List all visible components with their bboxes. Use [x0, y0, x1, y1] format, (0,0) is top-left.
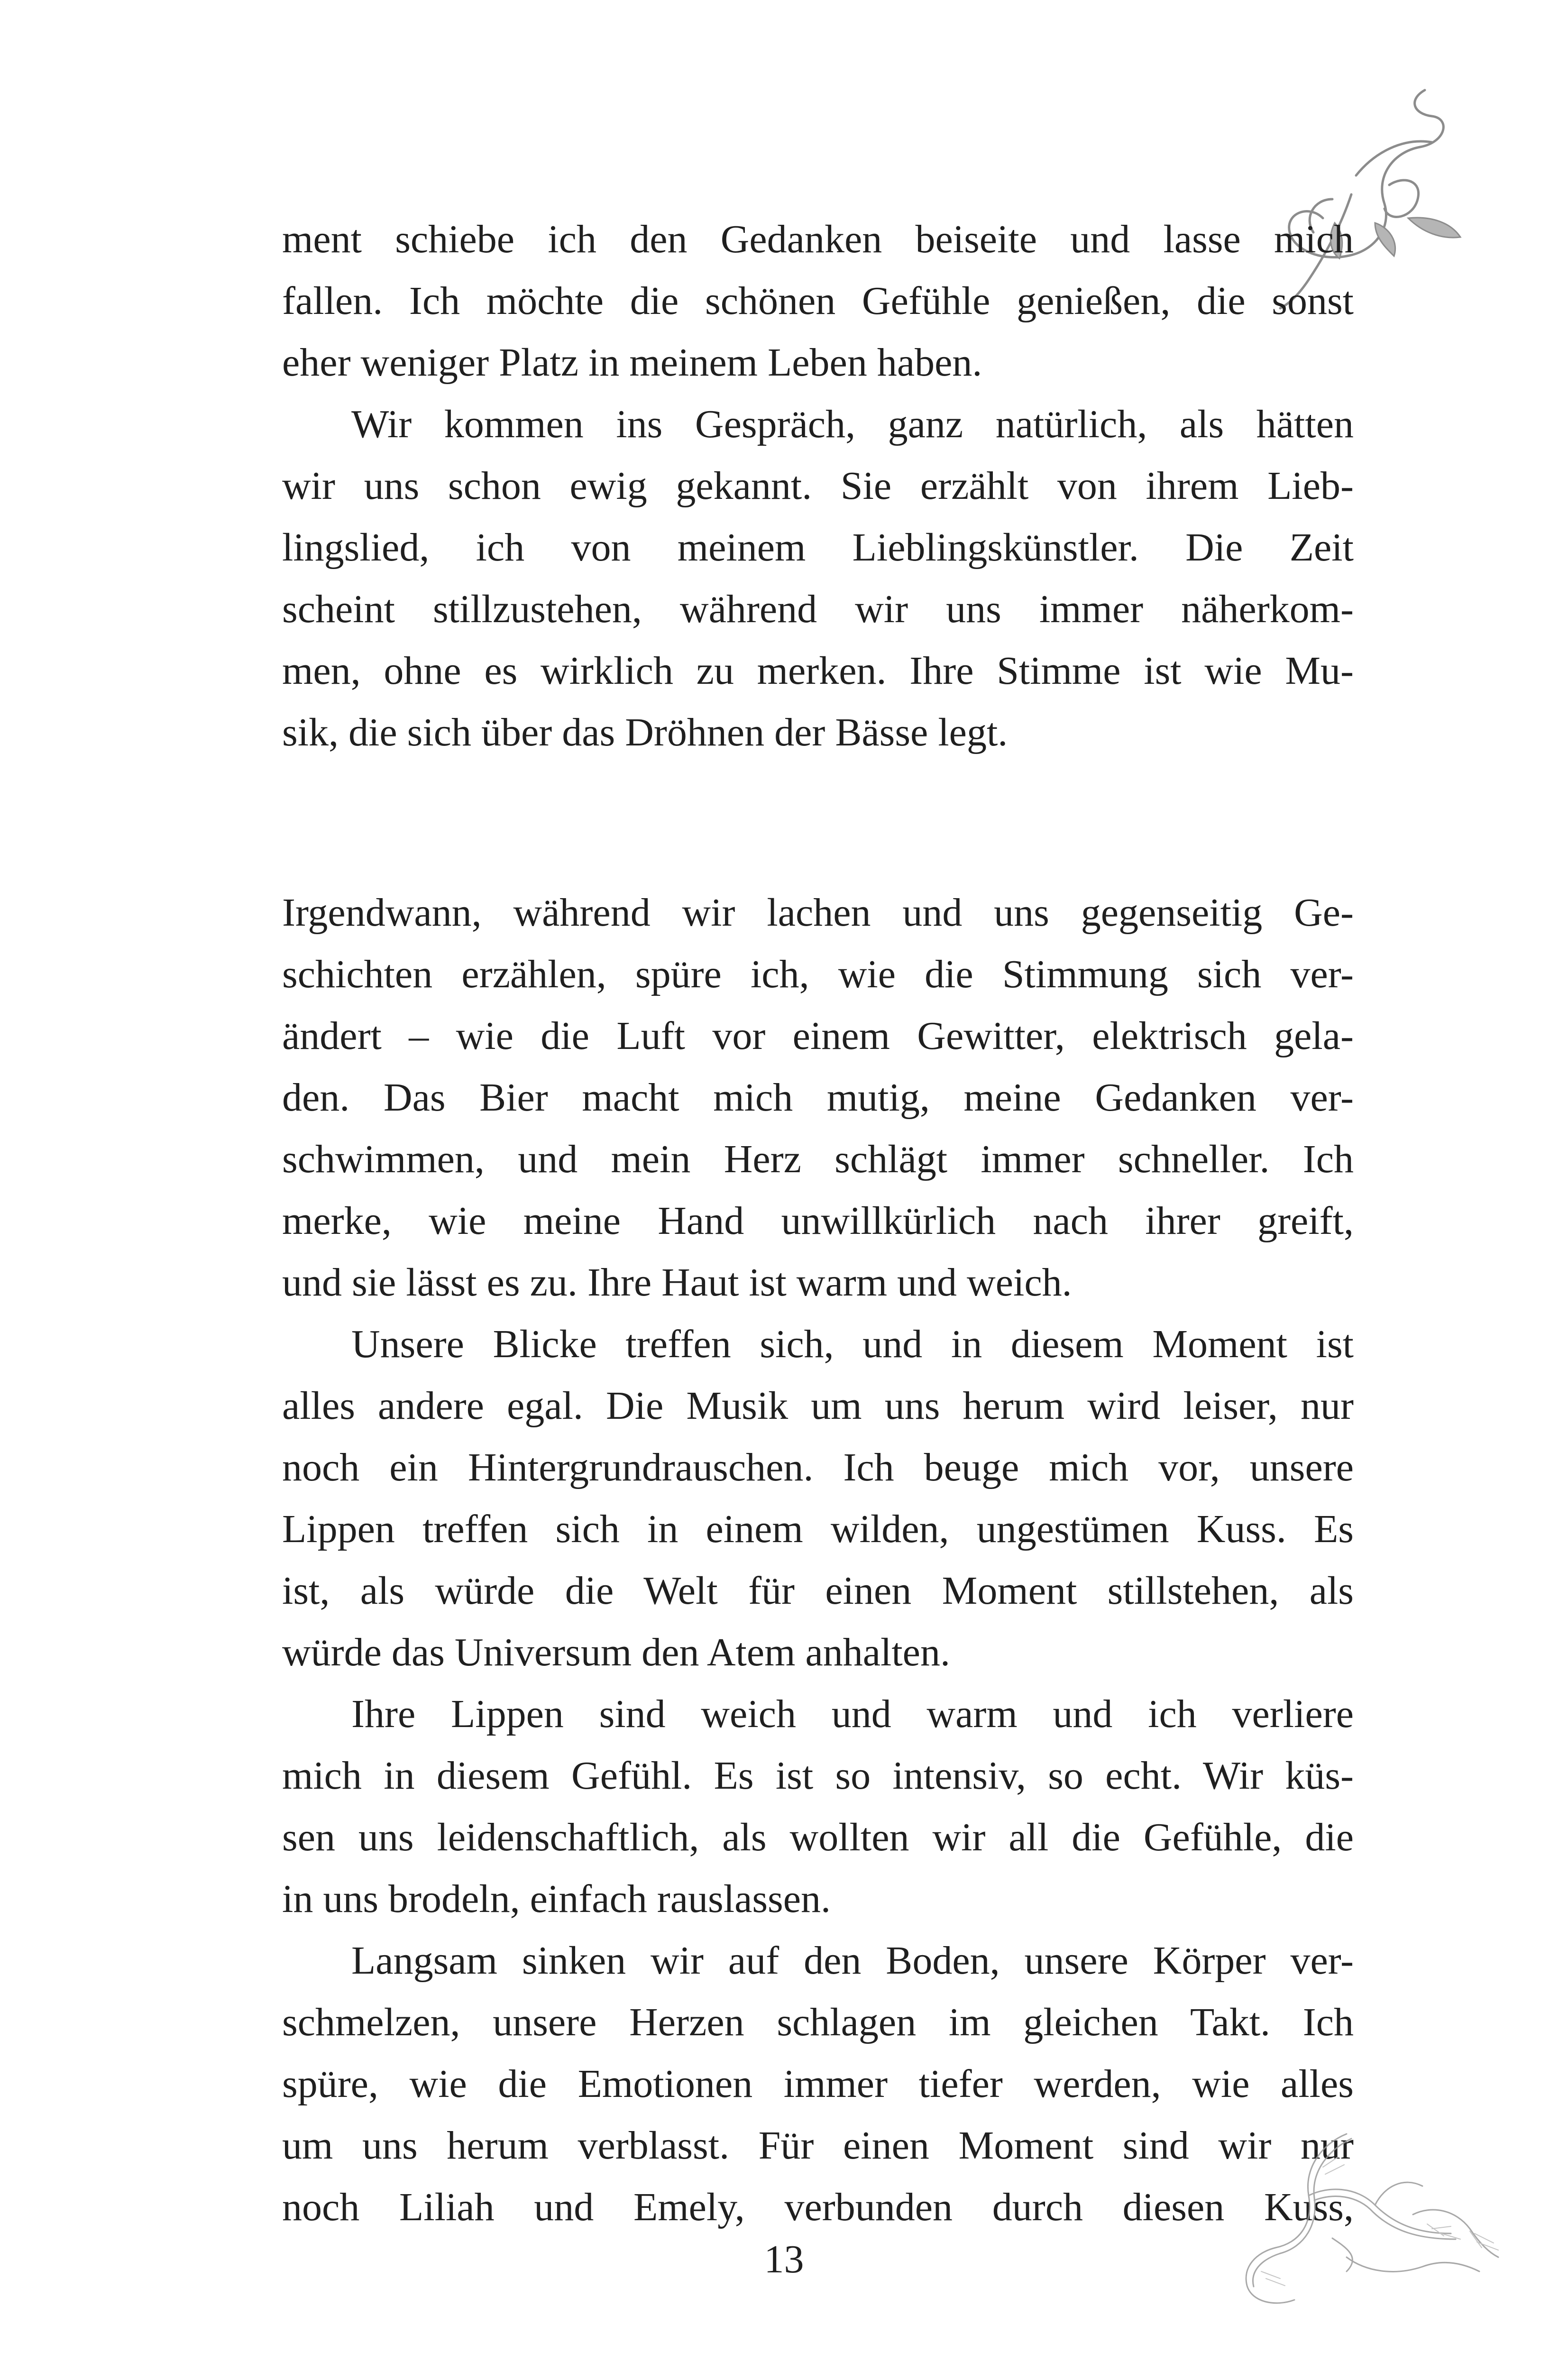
text-line: lingslied, ich von meinem Lieblingskünstler. Die Zeit: [282, 525, 1354, 570]
text-line: eher weniger Platz in meinem Leben haben.: [282, 340, 982, 385]
text-line: Unsere Blicke treffen sich, und in diesem Moment ist: [351, 1322, 1354, 1366]
text-line: Lippen treffen sich in einem wilden, ungestümen Kuss. Es: [282, 1507, 1354, 1551]
text-line: fallen. Ich möchte die schönen Gefühle genießen, die sonst: [282, 279, 1354, 323]
text-line: schwimmen, und mein Herz schlägt immer schneller. Ich: [282, 1137, 1354, 1181]
sketch-flourish-icon: [1204, 2115, 1508, 2314]
text-line: mich in diesem Gefühl. Es ist so intensiv, so echt. Wir küs-: [282, 1754, 1354, 1798]
page-number: 13: [764, 2237, 804, 2281]
scene-break: [282, 763, 1354, 882]
text-line: sen uns leidenschaftlich, als wollten wir all die Gefühle, die: [282, 1815, 1354, 1859]
text-line: Irgendwann, während wir lachen und uns gegenseitig Ge-: [282, 891, 1354, 935]
text-line: um uns herum verblasst. Für einen Moment sind wir nur: [282, 2123, 1354, 2168]
body-text: [282, 209, 1354, 2238]
text-line: Langsam sinken wir auf den Boden, unsere Körper ver-: [351, 1939, 1354, 1983]
text-line: sik, die sich über das Dröhnen der Bässe legt.: [282, 710, 1008, 754]
text-line: noch Liliah und Emely, verbunden durch diesen Kuss,: [282, 2185, 1354, 2229]
text-line: in uns brodeln, einfach rauslassen.: [282, 1877, 831, 1921]
text-line: und sie lässt es zu. Ihre Haut ist warm und weich.: [282, 1260, 1072, 1305]
text-line: schmelzen, unsere Herzen schlagen im gleichen Takt. Ich: [282, 2000, 1354, 2044]
text-line: merke, wie meine Hand unwillkürlich nach ihrer greift,: [282, 1199, 1354, 1243]
text-line: ment schiebe ich den Gedanken beiseite und lasse mich: [282, 217, 1354, 261]
text-line: schichten erzählen, spüre ich, wie die Stimmung sich ver-: [282, 952, 1354, 996]
text-line: würde das Universum den Atem anhalten.: [282, 1630, 950, 1674]
text-line: Ihre Lippen sind weich und warm und ich verliere: [351, 1692, 1354, 1736]
text-line: men, ohne es wirklich zu merken. Ihre Stimme ist wie Mu-: [282, 649, 1354, 693]
text-line: Wir kommen ins Gespräch, ganz natürlich, als hätten: [351, 402, 1354, 446]
text-line: scheint stillzustehen, während wir uns immer näherkom-: [282, 587, 1354, 631]
text-line: ändert – wie die Luft vor einem Gewitter, elektrisch gela-: [282, 1014, 1354, 1058]
text-line: wir uns schon ewig gekannt. Sie erzählt von ihrem Lieb-: [282, 464, 1354, 508]
text-line: spüre, wie die Emotionen immer tiefer werden, wie alles: [282, 2062, 1354, 2106]
text-line: alles andere egal. Die Musik um uns herum wird leiser, nur: [282, 1384, 1354, 1428]
text-line: ist, als würde die Welt für einen Moment stillstehen, als: [282, 1569, 1354, 1613]
text-line: den. Das Bier macht mich mutig, meine Gedanken ver-: [282, 1075, 1354, 1120]
text-line: noch ein Hintergrundrauschen. Ich beuge mich vor, unsere: [282, 1445, 1354, 1489]
